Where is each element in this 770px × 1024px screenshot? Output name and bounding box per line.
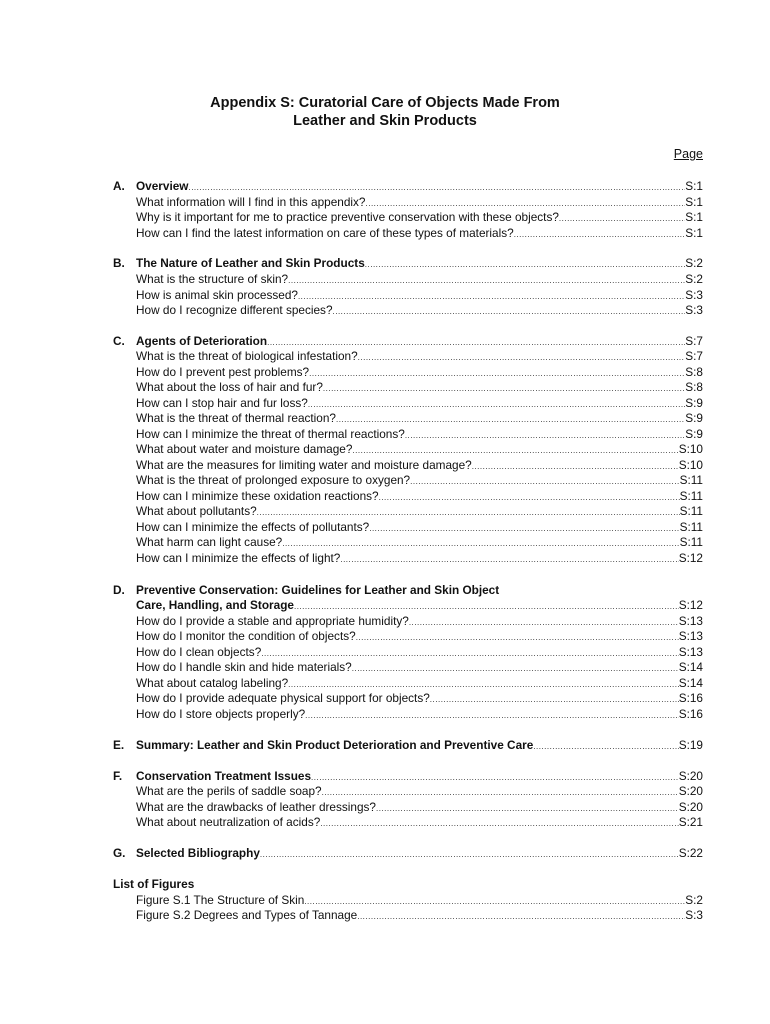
- page-ref: S:9: [685, 411, 703, 425]
- toc-entry-text: How do I store objects properly?: [136, 707, 306, 721]
- dot-leader: [308, 398, 685, 412]
- dot-leader: [430, 693, 679, 707]
- dot-leader: [365, 258, 686, 272]
- section-b-letter: B.: [113, 256, 125, 270]
- page-ref: S:13: [678, 629, 703, 643]
- section-e-letter: E.: [113, 738, 125, 752]
- page-ref: S:20: [678, 800, 703, 814]
- page-ref: S:11: [679, 504, 703, 518]
- toc-entry-text: What is the structure of skin?: [136, 272, 289, 286]
- page-ref: S:9: [685, 396, 703, 410]
- dot-leader: [288, 274, 685, 288]
- dot-leader: [309, 367, 685, 381]
- page-ref: S:14: [678, 676, 703, 690]
- page-column-label: Page: [673, 147, 703, 161]
- figure-entry: [136, 908, 703, 922]
- dot-leader: [379, 491, 680, 505]
- toc-entry: [136, 784, 703, 798]
- toc-entry: [136, 226, 703, 240]
- toc-entry: [136, 380, 703, 394]
- toc-entry: [136, 504, 703, 518]
- dot-leader: [188, 181, 685, 195]
- page-ref: S:2: [685, 256, 703, 270]
- page-ref: S:22: [678, 846, 703, 860]
- dot-leader: [340, 553, 678, 567]
- toc-entry-text: How do I monitor the condition of objects?: [136, 629, 356, 643]
- dot-leader: [298, 290, 685, 304]
- toc-entry-text: What about water and moisture damage?: [136, 442, 353, 456]
- page-ref: S:1: [685, 179, 703, 193]
- toc-entry-text: What about the loss of hair and fur?: [136, 380, 323, 394]
- dot-leader: [376, 802, 679, 816]
- dot-leader: [322, 786, 679, 800]
- dot-leader: [260, 848, 679, 862]
- dot-leader: [257, 506, 680, 520]
- dot-leader: [288, 678, 679, 692]
- dot-leader: [320, 817, 678, 831]
- toc-entry: [136, 427, 703, 441]
- dot-leader: [410, 475, 679, 489]
- page-ref: S:8: [685, 365, 703, 379]
- page-ref: S:11: [679, 489, 703, 503]
- toc-entry-text: How do I provide adequate physical support for objects?: [136, 691, 430, 705]
- section-heading: Selected Bibliography: [136, 846, 260, 860]
- dot-leader: [304, 895, 685, 909]
- page-ref: S:20: [678, 784, 703, 798]
- list-of-figures-heading: List of Figures: [113, 877, 195, 891]
- title-line-2: Leather and Skin Products: [293, 113, 477, 129]
- page-ref: S:8: [685, 380, 703, 394]
- section-d-letter: D.: [113, 583, 125, 597]
- page-ref: S:7: [685, 349, 703, 363]
- page-ref: S:1: [685, 226, 703, 240]
- toc-entry: [136, 535, 703, 549]
- dot-leader: [311, 771, 679, 785]
- dot-leader: [559, 212, 685, 226]
- toc-entry-section-g: [136, 846, 703, 860]
- toc-entry-section-c: [136, 334, 703, 348]
- toc-entry: [136, 349, 703, 363]
- page-ref: S:12: [678, 598, 703, 612]
- toc-entry: [136, 396, 703, 410]
- page-ref: S:14: [678, 660, 703, 674]
- toc-entry: [136, 800, 703, 814]
- toc-entry-text: What about catalog labeling?: [136, 676, 289, 690]
- toc-entry-text: Figure S.1 The Structure of Skin: [136, 893, 305, 907]
- toc-entry-text: How can I minimize the effects of light?: [136, 551, 341, 565]
- section-heading: Preventive Conservation: Guidelines for Leather and Skin Object: [136, 583, 500, 597]
- dot-leader: [333, 305, 686, 319]
- section-heading: Agents of Deterioration: [136, 334, 268, 348]
- section-heading: Summary: Leather and Skin Product Deterioration and Preventive Care: [136, 738, 534, 752]
- dot-leader: [358, 351, 686, 365]
- page-ref: S:13: [678, 614, 703, 628]
- section-g-letter: G.: [113, 846, 126, 860]
- page-ref: S:13: [678, 645, 703, 659]
- toc-entry-text: What information will I find in this appendix?: [136, 195, 366, 209]
- toc-entry-text: What are the drawbacks of leather dressings?: [136, 800, 376, 814]
- toc-entry: [136, 272, 703, 286]
- toc-entry: [136, 691, 703, 705]
- toc-entry-text: How can I minimize these oxidation reactions?: [136, 489, 379, 503]
- dot-leader: [405, 429, 685, 443]
- toc-entry-text: What is the threat of biological infestation?: [136, 349, 358, 363]
- dot-leader: [356, 631, 679, 645]
- page-ref: S:2: [685, 893, 703, 907]
- toc-entry: [136, 195, 703, 209]
- toc-entry-text: How do I clean objects?: [136, 645, 262, 659]
- page-ref: S:10: [678, 458, 703, 472]
- page-ref: S:20: [678, 769, 703, 783]
- page-ref: S:12: [678, 551, 703, 565]
- toc-entry-text: What are the perils of saddle soap?: [136, 784, 322, 798]
- section-heading: The Nature of Leather and Skin Products: [136, 256, 365, 270]
- toc-entry: [136, 303, 703, 317]
- dot-leader: [352, 444, 678, 458]
- figure-entry: [136, 893, 703, 907]
- section-heading: Overview: [136, 179, 189, 193]
- dot-leader: [352, 662, 679, 676]
- page-ref: S:3: [685, 303, 703, 317]
- toc-entry-text: How is animal skin processed?: [136, 288, 298, 302]
- dot-leader: [533, 740, 678, 754]
- toc-entry: [136, 676, 703, 690]
- title-line-1: Appendix S: Curatorial Care of Objects Made From: [210, 95, 560, 111]
- dot-leader: [294, 600, 679, 614]
- section-f-letter: F.: [113, 769, 123, 783]
- toc-entry-section-b: [136, 256, 703, 270]
- dot-leader: [261, 647, 678, 661]
- toc-entry: [136, 458, 703, 472]
- toc-entry-text: What is the threat of thermal reaction?: [136, 411, 336, 425]
- toc-entry: [136, 815, 703, 829]
- dot-leader: [357, 910, 685, 924]
- page-ref: S:10: [678, 442, 703, 456]
- dot-leader: [514, 228, 686, 242]
- toc-entry: [136, 660, 703, 674]
- toc-entry-text: How do I prevent pest problems?: [136, 365, 310, 379]
- page-ref: S:3: [685, 908, 703, 922]
- toc-entry: [136, 551, 703, 565]
- section-a-letter: A.: [113, 179, 125, 193]
- toc-entry-text: What are the measures for limiting water and moisture damage?: [136, 458, 472, 472]
- dot-leader: [409, 616, 679, 630]
- section-heading: Care, Handling, and Storage: [136, 598, 294, 612]
- page-ref: S:11: [679, 535, 703, 549]
- toc-entry-text: What about neutralization of acids?: [136, 815, 321, 829]
- page-ref: S:1: [685, 195, 703, 209]
- dot-leader: [267, 336, 685, 350]
- toc-entry: [136, 288, 703, 302]
- section-c-letter: C.: [113, 334, 125, 348]
- toc-entry-text: How do I provide a stable and appropriate humidity?: [136, 614, 409, 628]
- toc-entry: [136, 210, 703, 224]
- page-ref: S:9: [685, 427, 703, 441]
- toc-entry: [136, 442, 703, 456]
- toc-entry-text: Why is it important for me to practice preventive conservation with these objects?: [136, 210, 559, 224]
- toc-entry: [136, 614, 703, 628]
- dot-leader: [472, 460, 679, 474]
- page-ref: S:3: [685, 288, 703, 302]
- toc-entry: [136, 707, 703, 721]
- toc-entry-text: What harm can light cause?: [136, 535, 283, 549]
- section-heading: Conservation Treatment Issues: [136, 769, 312, 783]
- toc-entry-text: How do I handle skin and hide materials?: [136, 660, 352, 674]
- toc-entry-text: Figure S.2 Degrees and Types of Tannage: [136, 908, 358, 922]
- toc-entry: [136, 473, 703, 487]
- page-ref: S:11: [679, 520, 703, 534]
- dot-leader: [305, 709, 679, 723]
- toc-entry-text: What about pollutants?: [136, 504, 257, 518]
- toc-entry: [136, 520, 703, 534]
- toc-entry: [136, 489, 703, 503]
- toc-entry-text: What is the threat of prolonged exposure to oxygen?: [136, 473, 411, 487]
- toc-entry-text: How can I minimize the threat of thermal reactions?: [136, 427, 405, 441]
- dot-leader: [369, 522, 679, 536]
- toc-entry-text: How can I stop hair and fur loss?: [136, 396, 308, 410]
- page-ref: S:19: [678, 738, 703, 752]
- toc-entry-text: How can I find the latest information on care of these types of materials?: [136, 226, 514, 240]
- toc-entry: [136, 645, 703, 659]
- toc-entry-section-d: [136, 598, 703, 612]
- toc-entry: [136, 629, 703, 643]
- page-ref: S:11: [679, 473, 703, 487]
- dot-leader: [366, 197, 686, 211]
- page-ref: S:2: [685, 272, 703, 286]
- toc-entry: [136, 365, 703, 379]
- dot-leader: [323, 382, 685, 396]
- page-ref: S:7: [685, 334, 703, 348]
- toc-entry: [136, 411, 703, 425]
- toc-entry-text: How can I minimize the effects of pollutants?: [136, 520, 370, 534]
- toc-entry-section-e: [136, 738, 703, 752]
- toc-entry-section-a: [136, 179, 703, 193]
- toc-entry-section-f: [136, 769, 703, 783]
- page-ref: S:1: [685, 210, 703, 224]
- dot-leader: [336, 413, 685, 427]
- page-ref: S:16: [678, 691, 703, 705]
- dot-leader: [282, 537, 679, 551]
- page-ref: S:21: [678, 815, 703, 829]
- toc-entry-text: How do I recognize different species?: [136, 303, 333, 317]
- page-ref: S:16: [678, 707, 703, 721]
